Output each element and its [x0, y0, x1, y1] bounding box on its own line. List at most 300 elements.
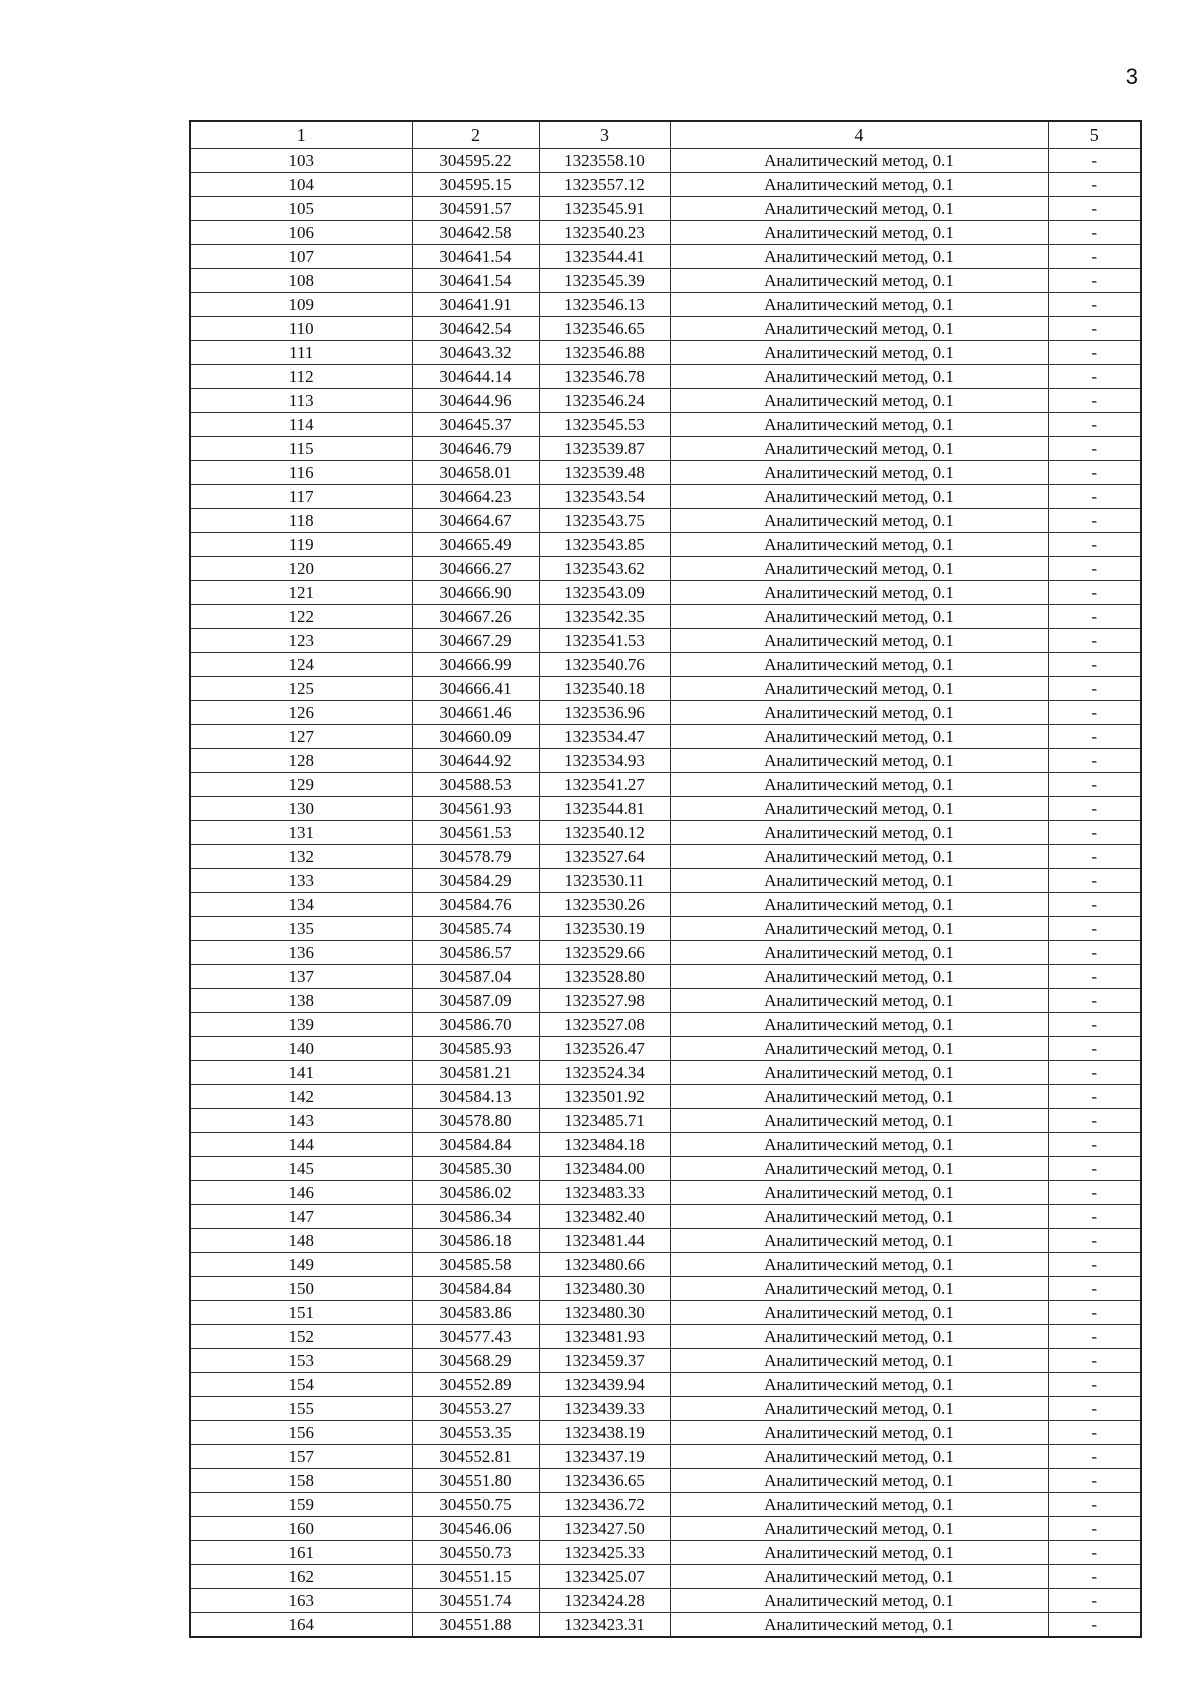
cell-method: Аналитический метод, 0.1	[670, 941, 1048, 965]
table-row	[190, 365, 1141, 389]
cell-y-coordinate: 1323425.33	[539, 1541, 670, 1565]
cell-description: -	[1048, 341, 1141, 365]
cell-point-number: 127	[190, 725, 412, 749]
cell-description: -	[1048, 221, 1141, 245]
cell-description: -	[1048, 1589, 1141, 1613]
cell-y-coordinate: 1323530.26	[539, 893, 670, 917]
cell-y-coordinate: 1323425.07	[539, 1565, 670, 1589]
cell-x-coordinate: 304551.80	[412, 1469, 539, 1493]
cell-y-coordinate: 1323540.76	[539, 653, 670, 677]
cell-y-coordinate: 1323544.41	[539, 245, 670, 269]
cell-description: -	[1048, 1085, 1141, 1109]
cell-point-number: 128	[190, 749, 412, 773]
cell-y-coordinate: 1323527.08	[539, 1013, 670, 1037]
cell-y-coordinate: 1323539.87	[539, 437, 670, 461]
table-row	[190, 893, 1141, 917]
cell-method: Аналитический метод, 0.1	[670, 1373, 1048, 1397]
cell-method: Аналитический метод, 0.1	[670, 677, 1048, 701]
cell-point-number: 103	[190, 149, 412, 173]
cell-point-number: 114	[190, 413, 412, 437]
cell-x-coordinate: 304658.01	[412, 461, 539, 485]
table-row	[190, 1565, 1141, 1589]
cell-y-coordinate: 1323546.78	[539, 365, 670, 389]
cell-description: -	[1048, 917, 1141, 941]
cell-y-coordinate: 1323543.54	[539, 485, 670, 509]
cell-x-coordinate: 304667.26	[412, 605, 539, 629]
cell-method: Аналитический метод, 0.1	[670, 749, 1048, 773]
cell-description: -	[1048, 1013, 1141, 1037]
cell-method: Аналитический метод, 0.1	[670, 1421, 1048, 1445]
table-row	[190, 869, 1141, 893]
cell-description: -	[1048, 365, 1141, 389]
cell-point-number: 157	[190, 1445, 412, 1469]
cell-point-number: 104	[190, 173, 412, 197]
cell-y-coordinate: 1323459.37	[539, 1349, 670, 1373]
cell-x-coordinate: 304585.93	[412, 1037, 539, 1061]
cell-description: -	[1048, 389, 1141, 413]
cell-method: Аналитический метод, 0.1	[670, 773, 1048, 797]
table-row	[190, 701, 1141, 725]
cell-method: Аналитический метод, 0.1	[670, 893, 1048, 917]
cell-point-number: 119	[190, 533, 412, 557]
cell-x-coordinate: 304667.29	[412, 629, 539, 653]
cell-x-coordinate: 304578.79	[412, 845, 539, 869]
cell-description: -	[1048, 461, 1141, 485]
cell-method: Аналитический метод, 0.1	[670, 1085, 1048, 1109]
cell-description: -	[1048, 1397, 1141, 1421]
cell-x-coordinate: 304641.54	[412, 245, 539, 269]
table-row	[190, 1133, 1141, 1157]
cell-description: -	[1048, 269, 1141, 293]
cell-x-coordinate: 304666.41	[412, 677, 539, 701]
cell-description: -	[1048, 149, 1141, 173]
cell-point-number: 146	[190, 1181, 412, 1205]
cell-point-number: 160	[190, 1517, 412, 1541]
cell-point-number: 144	[190, 1133, 412, 1157]
cell-y-coordinate: 1323539.48	[539, 461, 670, 485]
cell-x-coordinate: 304660.09	[412, 725, 539, 749]
table-row	[190, 989, 1141, 1013]
cell-description: -	[1048, 1349, 1141, 1373]
cell-description: -	[1048, 893, 1141, 917]
cell-method: Аналитический метод, 0.1	[670, 1229, 1048, 1253]
cell-y-coordinate: 1323546.24	[539, 389, 670, 413]
cell-x-coordinate: 304666.90	[412, 581, 539, 605]
cell-x-coordinate: 304586.02	[412, 1181, 539, 1205]
cell-method: Аналитический метод, 0.1	[670, 269, 1048, 293]
cell-y-coordinate: 1323558.10	[539, 149, 670, 173]
table-row	[190, 317, 1141, 341]
cell-y-coordinate: 1323530.19	[539, 917, 670, 941]
table-row	[190, 1421, 1141, 1445]
cell-description: -	[1048, 749, 1141, 773]
cell-description: -	[1048, 1301, 1141, 1325]
table-row	[190, 1301, 1141, 1325]
cell-x-coordinate: 304584.29	[412, 869, 539, 893]
cell-method: Аналитический метод, 0.1	[670, 581, 1048, 605]
table-row	[190, 1613, 1141, 1638]
cell-x-coordinate: 304645.37	[412, 413, 539, 437]
cell-x-coordinate: 304587.04	[412, 965, 539, 989]
cell-y-coordinate: 1323527.98	[539, 989, 670, 1013]
cell-method: Аналитический метод, 0.1	[670, 797, 1048, 821]
table-row	[190, 1157, 1141, 1181]
cell-method: Аналитический метод, 0.1	[670, 365, 1048, 389]
cell-y-coordinate: 1323545.39	[539, 269, 670, 293]
cell-x-coordinate: 304644.92	[412, 749, 539, 773]
cell-y-coordinate: 1323436.72	[539, 1493, 670, 1517]
cell-method: Аналитический метод, 0.1	[670, 341, 1048, 365]
cell-y-coordinate: 1323482.40	[539, 1205, 670, 1229]
cell-method: Аналитический метод, 0.1	[670, 1325, 1048, 1349]
cell-method: Аналитический метод, 0.1	[670, 1013, 1048, 1037]
table-row	[190, 1037, 1141, 1061]
cell-x-coordinate: 304643.32	[412, 341, 539, 365]
cell-method: Аналитический метод, 0.1	[670, 461, 1048, 485]
table-row	[190, 341, 1141, 365]
cell-x-coordinate: 304578.80	[412, 1109, 539, 1133]
cell-description: -	[1048, 173, 1141, 197]
column-header-y-coordinate: 3	[539, 121, 670, 149]
table-row	[190, 557, 1141, 581]
cell-y-coordinate: 1323481.44	[539, 1229, 670, 1253]
cell-description: -	[1048, 1061, 1141, 1085]
cell-y-coordinate: 1323540.23	[539, 221, 670, 245]
cell-point-number: 116	[190, 461, 412, 485]
cell-method: Аналитический метод, 0.1	[670, 1301, 1048, 1325]
cell-point-number: 150	[190, 1277, 412, 1301]
cell-point-number: 132	[190, 845, 412, 869]
cell-x-coordinate: 304586.18	[412, 1229, 539, 1253]
cell-point-number: 133	[190, 869, 412, 893]
table-row	[190, 1181, 1141, 1205]
cell-point-number: 109	[190, 293, 412, 317]
cell-point-number: 118	[190, 509, 412, 533]
cell-point-number: 121	[190, 581, 412, 605]
cell-method: Аналитический метод, 0.1	[670, 437, 1048, 461]
cell-x-coordinate: 304553.27	[412, 1397, 539, 1421]
cell-point-number: 153	[190, 1349, 412, 1373]
cell-method: Аналитический метод, 0.1	[670, 1397, 1048, 1421]
table-row	[190, 293, 1141, 317]
cell-description: -	[1048, 413, 1141, 437]
table-row	[190, 605, 1141, 629]
cell-method: Аналитический метод, 0.1	[670, 1205, 1048, 1229]
cell-x-coordinate: 304581.21	[412, 1061, 539, 1085]
column-header-x-coordinate: 2	[412, 121, 539, 149]
cell-point-number: 117	[190, 485, 412, 509]
cell-x-coordinate: 304644.96	[412, 389, 539, 413]
cell-y-coordinate: 1323527.64	[539, 845, 670, 869]
column-header-description: 5	[1048, 121, 1141, 149]
cell-y-coordinate: 1323543.62	[539, 557, 670, 581]
cell-y-coordinate: 1323536.96	[539, 701, 670, 725]
cell-x-coordinate: 304550.75	[412, 1493, 539, 1517]
cell-y-coordinate: 1323543.85	[539, 533, 670, 557]
cell-y-coordinate: 1323484.18	[539, 1133, 670, 1157]
cell-description: -	[1048, 509, 1141, 533]
cell-description: -	[1048, 821, 1141, 845]
cell-y-coordinate: 1323545.53	[539, 413, 670, 437]
cell-point-number: 123	[190, 629, 412, 653]
cell-point-number: 162	[190, 1565, 412, 1589]
cell-description: -	[1048, 437, 1141, 461]
cell-method: Аналитический метод, 0.1	[670, 965, 1048, 989]
cell-description: -	[1048, 773, 1141, 797]
cell-description: -	[1048, 1469, 1141, 1493]
cell-point-number: 156	[190, 1421, 412, 1445]
cell-y-coordinate: 1323557.12	[539, 173, 670, 197]
cell-y-coordinate: 1323541.53	[539, 629, 670, 653]
table-row	[190, 845, 1141, 869]
cell-point-number: 161	[190, 1541, 412, 1565]
cell-y-coordinate: 1323543.09	[539, 581, 670, 605]
cell-y-coordinate: 1323423.31	[539, 1613, 670, 1638]
table-row	[190, 1469, 1141, 1493]
cell-description: -	[1048, 1229, 1141, 1253]
cell-description: -	[1048, 1133, 1141, 1157]
table-row	[190, 461, 1141, 485]
column-header-point-number: 1	[190, 121, 412, 149]
cell-method: Аналитический метод, 0.1	[670, 605, 1048, 629]
cell-method: Аналитический метод, 0.1	[670, 317, 1048, 341]
cell-description: -	[1048, 845, 1141, 869]
cell-method: Аналитический метод, 0.1	[670, 485, 1048, 509]
cell-method: Аналитический метод, 0.1	[670, 725, 1048, 749]
table-row	[190, 269, 1141, 293]
cell-y-coordinate: 1323544.81	[539, 797, 670, 821]
cell-y-coordinate: 1323436.65	[539, 1469, 670, 1493]
cell-description: -	[1048, 1541, 1141, 1565]
table-row	[190, 533, 1141, 557]
cell-y-coordinate: 1323546.65	[539, 317, 670, 341]
cell-description: -	[1048, 605, 1141, 629]
cell-x-coordinate: 304641.54	[412, 269, 539, 293]
cell-point-number: 105	[190, 197, 412, 221]
cell-x-coordinate: 304591.57	[412, 197, 539, 221]
cell-point-number: 125	[190, 677, 412, 701]
cell-method: Аналитический метод, 0.1	[670, 917, 1048, 941]
cell-x-coordinate: 304551.88	[412, 1613, 539, 1638]
cell-point-number: 154	[190, 1373, 412, 1397]
table-row	[190, 773, 1141, 797]
table-row	[190, 1277, 1141, 1301]
cell-description: -	[1048, 941, 1141, 965]
cell-x-coordinate: 304588.53	[412, 773, 539, 797]
cell-point-number: 122	[190, 605, 412, 629]
cell-x-coordinate: 304595.15	[412, 173, 539, 197]
table-row	[190, 485, 1141, 509]
table-row	[190, 149, 1141, 173]
cell-x-coordinate: 304666.99	[412, 653, 539, 677]
cell-method: Аналитический метод, 0.1	[670, 1445, 1048, 1469]
cell-x-coordinate: 304546.06	[412, 1517, 539, 1541]
cell-x-coordinate: 304585.74	[412, 917, 539, 941]
table-row	[190, 509, 1141, 533]
table-row	[190, 1109, 1141, 1133]
cell-point-number: 149	[190, 1253, 412, 1277]
cell-point-number: 138	[190, 989, 412, 1013]
cell-method: Аналитический метод, 0.1	[670, 1493, 1048, 1517]
cell-point-number: 130	[190, 797, 412, 821]
cell-y-coordinate: 1323542.35	[539, 605, 670, 629]
cell-description: -	[1048, 1277, 1141, 1301]
cell-method: Аналитический метод, 0.1	[670, 1469, 1048, 1493]
cell-method: Аналитический метод, 0.1	[670, 653, 1048, 677]
cell-y-coordinate: 1323438.19	[539, 1421, 670, 1445]
cell-x-coordinate: 304595.22	[412, 149, 539, 173]
cell-description: -	[1048, 653, 1141, 677]
cell-y-coordinate: 1323480.30	[539, 1277, 670, 1301]
cell-point-number: 159	[190, 1493, 412, 1517]
cell-point-number: 139	[190, 1013, 412, 1037]
cell-point-number: 113	[190, 389, 412, 413]
cell-method: Аналитический метод, 0.1	[670, 989, 1048, 1013]
cell-description: -	[1048, 581, 1141, 605]
table-row	[190, 1517, 1141, 1541]
cell-y-coordinate: 1323526.47	[539, 1037, 670, 1061]
cell-y-coordinate: 1323484.00	[539, 1157, 670, 1181]
cell-description: -	[1048, 1565, 1141, 1589]
cell-y-coordinate: 1323540.18	[539, 677, 670, 701]
cell-method: Аналитический метод, 0.1	[670, 1133, 1048, 1157]
cell-y-coordinate: 1323545.91	[539, 197, 670, 221]
cell-x-coordinate: 304642.58	[412, 221, 539, 245]
table-row	[190, 965, 1141, 989]
cell-description: -	[1048, 317, 1141, 341]
table-row	[190, 1349, 1141, 1373]
cell-y-coordinate: 1323480.66	[539, 1253, 670, 1277]
cell-x-coordinate: 304551.74	[412, 1589, 539, 1613]
cell-y-coordinate: 1323439.33	[539, 1397, 670, 1421]
cell-method: Аналитический метод, 0.1	[670, 1541, 1048, 1565]
table-row	[190, 197, 1141, 221]
cell-y-coordinate: 1323541.27	[539, 773, 670, 797]
cell-point-number: 137	[190, 965, 412, 989]
column-header-method: 4	[670, 121, 1048, 149]
cell-y-coordinate: 1323540.12	[539, 821, 670, 845]
cell-method: Аналитический метод, 0.1	[670, 533, 1048, 557]
cell-description: -	[1048, 1445, 1141, 1469]
cell-description: -	[1048, 533, 1141, 557]
cell-point-number: 134	[190, 893, 412, 917]
table-row	[190, 653, 1141, 677]
table-row	[190, 749, 1141, 773]
table-row	[190, 917, 1141, 941]
cell-y-coordinate: 1323485.71	[539, 1109, 670, 1133]
coordinates-table	[189, 120, 1142, 1638]
cell-x-coordinate: 304664.23	[412, 485, 539, 509]
table-row	[190, 581, 1141, 605]
cell-point-number: 129	[190, 773, 412, 797]
cell-method: Аналитический метод, 0.1	[670, 149, 1048, 173]
cell-method: Аналитический метод, 0.1	[670, 845, 1048, 869]
table-row	[190, 1493, 1141, 1517]
cell-y-coordinate: 1323529.66	[539, 941, 670, 965]
cell-method: Аналитический метод, 0.1	[670, 821, 1048, 845]
table-body	[190, 149, 1141, 1638]
cell-method: Аналитический метод, 0.1	[670, 1061, 1048, 1085]
cell-method: Аналитический метод, 0.1	[670, 245, 1048, 269]
cell-y-coordinate: 1323543.75	[539, 509, 670, 533]
cell-y-coordinate: 1323481.93	[539, 1325, 670, 1349]
cell-point-number: 143	[190, 1109, 412, 1133]
cell-y-coordinate: 1323534.93	[539, 749, 670, 773]
table-row	[190, 1325, 1141, 1349]
cell-description: -	[1048, 1181, 1141, 1205]
cell-x-coordinate: 304584.76	[412, 893, 539, 917]
cell-description: -	[1048, 725, 1141, 749]
cell-description: -	[1048, 197, 1141, 221]
cell-x-coordinate: 304568.29	[412, 1349, 539, 1373]
cell-method: Аналитический метод, 0.1	[670, 173, 1048, 197]
cell-method: Аналитический метод, 0.1	[670, 1109, 1048, 1133]
cell-point-number: 145	[190, 1157, 412, 1181]
cell-description: -	[1048, 1109, 1141, 1133]
cell-point-number: 131	[190, 821, 412, 845]
cell-description: -	[1048, 1493, 1141, 1517]
cell-x-coordinate: 304561.53	[412, 821, 539, 845]
cell-point-number: 111	[190, 341, 412, 365]
cell-point-number: 158	[190, 1469, 412, 1493]
page-number: 3	[1125, 64, 1138, 89]
cell-method: Аналитический метод, 0.1	[670, 1181, 1048, 1205]
cell-point-number: 106	[190, 221, 412, 245]
cell-description: -	[1048, 629, 1141, 653]
cell-x-coordinate: 304644.14	[412, 365, 539, 389]
table-row	[190, 437, 1141, 461]
table-header	[190, 121, 1141, 149]
cell-point-number: 164	[190, 1613, 412, 1638]
cell-y-coordinate: 1323427.50	[539, 1517, 670, 1541]
cell-x-coordinate: 304584.84	[412, 1277, 539, 1301]
cell-y-coordinate: 1323528.80	[539, 965, 670, 989]
cell-method: Аналитический метод, 0.1	[670, 509, 1048, 533]
cell-y-coordinate: 1323437.19	[539, 1445, 670, 1469]
cell-method: Аналитический метод, 0.1	[670, 1517, 1048, 1541]
table-row	[190, 173, 1141, 197]
table-row	[190, 1445, 1141, 1469]
cell-description: -	[1048, 1517, 1141, 1541]
cell-x-coordinate: 304552.89	[412, 1373, 539, 1397]
cell-method: Аналитический метод, 0.1	[670, 1157, 1048, 1181]
cell-method: Аналитический метод, 0.1	[670, 1349, 1048, 1373]
cell-x-coordinate: 304584.13	[412, 1085, 539, 1109]
cell-method: Аналитический метод, 0.1	[670, 1277, 1048, 1301]
table-row	[190, 1061, 1141, 1085]
cell-point-number: 155	[190, 1397, 412, 1421]
cell-point-number: 120	[190, 557, 412, 581]
cell-description: -	[1048, 989, 1141, 1013]
cell-description: -	[1048, 701, 1141, 725]
cell-method: Аналитический метод, 0.1	[670, 1589, 1048, 1613]
coordinates-table-container	[189, 120, 1140, 1638]
cell-point-number: 141	[190, 1061, 412, 1085]
cell-x-coordinate: 304664.67	[412, 509, 539, 533]
table-row	[190, 941, 1141, 965]
cell-description: -	[1048, 1157, 1141, 1181]
table-row	[190, 821, 1141, 845]
cell-description: -	[1048, 797, 1141, 821]
cell-point-number: 163	[190, 1589, 412, 1613]
cell-x-coordinate: 304586.57	[412, 941, 539, 965]
cell-x-coordinate: 304550.73	[412, 1541, 539, 1565]
cell-y-coordinate: 1323546.88	[539, 341, 670, 365]
table-row	[190, 245, 1141, 269]
cell-x-coordinate: 304642.54	[412, 317, 539, 341]
cell-point-number: 124	[190, 653, 412, 677]
cell-description: -	[1048, 1325, 1141, 1349]
